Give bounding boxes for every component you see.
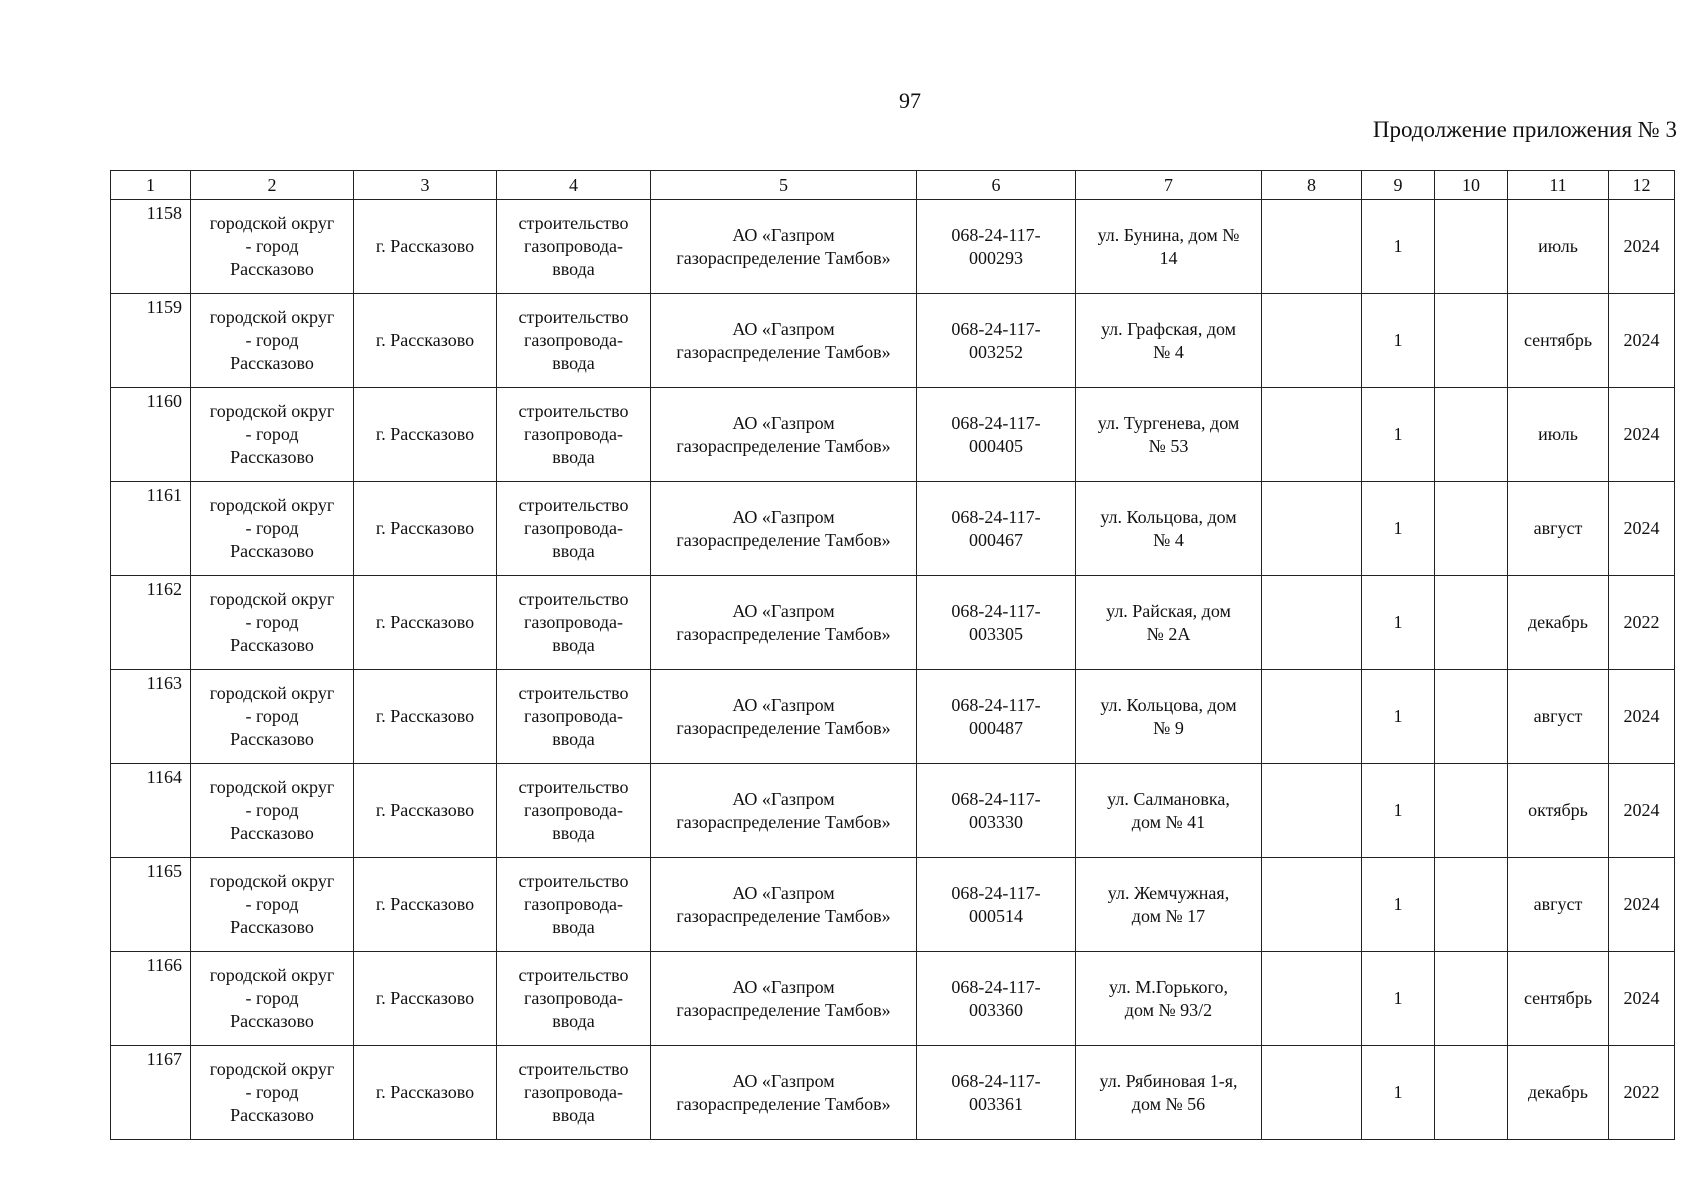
locality-cell: г. Рассказово xyxy=(354,1046,497,1140)
district-cell-line: городской округ xyxy=(209,213,335,233)
district-cell-line: городской округ xyxy=(209,307,335,327)
district-cell-line: - город xyxy=(245,988,299,1008)
object-code-cell-line: 003305 xyxy=(969,623,1023,644)
address-cell-line: ул. М.Горького, xyxy=(1109,976,1228,997)
year-cell: 2024 xyxy=(1609,294,1675,388)
column-8-cell xyxy=(1262,858,1362,952)
work-type-cell xyxy=(497,388,651,482)
object-code-cell-line: 068-24-117- xyxy=(951,788,1041,809)
address-cell xyxy=(1076,388,1262,482)
work-type-cell-line: ввода xyxy=(552,259,595,279)
work-type-cell-line: строительство xyxy=(518,401,629,421)
district-cell-line: Рассказово xyxy=(230,1105,314,1125)
work-type-cell xyxy=(497,670,651,764)
work-type-cell-line: газопровода- xyxy=(523,894,623,914)
address-cell-line: № 53 xyxy=(1148,435,1189,456)
column-10-cell xyxy=(1435,482,1508,576)
district-cell-line: Рассказово xyxy=(230,635,314,655)
column-header: 6 xyxy=(917,171,1076,200)
district-cell-line: городской округ xyxy=(209,1059,335,1079)
address-cell-line: дом № 17 xyxy=(1131,905,1206,926)
organization-cell-line: АО «Газпром xyxy=(732,600,835,621)
month-cell: сентябрь xyxy=(1508,952,1609,1046)
district-cell xyxy=(191,200,354,294)
address-cell xyxy=(1076,200,1262,294)
work-type-cell-line: газопровода- xyxy=(523,424,623,444)
work-type-cell-line: газопровода- xyxy=(523,1082,623,1102)
row-number: 1161 xyxy=(111,482,191,576)
organization-cell xyxy=(651,858,917,952)
organization-cell xyxy=(651,670,917,764)
district-cell-line: Рассказово xyxy=(230,447,314,467)
table-row xyxy=(111,294,1675,388)
organization-cell-line: газораспределение Тамбов» xyxy=(676,717,891,738)
count-cell: 1 xyxy=(1362,764,1435,858)
district-cell-line: городской округ xyxy=(209,965,335,985)
column-10-cell xyxy=(1435,294,1508,388)
column-10-cell xyxy=(1435,576,1508,670)
month-cell: июль xyxy=(1508,388,1609,482)
organization-cell-line: АО «Газпром xyxy=(732,224,835,245)
address-cell-line: № 9 xyxy=(1153,717,1184,738)
month-cell: сентябрь xyxy=(1508,294,1609,388)
row-number: 1165 xyxy=(111,858,191,952)
address-cell-line: ул. Кольцова, дом xyxy=(1100,694,1237,715)
object-code-cell-line: 003330 xyxy=(969,811,1023,832)
column-header: 10 xyxy=(1435,171,1508,200)
work-type-cell-line: газопровода- xyxy=(523,988,623,1008)
object-code-cell xyxy=(917,482,1076,576)
address-cell xyxy=(1076,952,1262,1046)
district-cell-line: Рассказово xyxy=(230,541,314,561)
count-cell: 1 xyxy=(1362,952,1435,1046)
month-cell: август xyxy=(1508,858,1609,952)
address-cell xyxy=(1076,764,1262,858)
work-type-cell-line: ввода xyxy=(552,729,595,749)
work-type-cell-line: строительство xyxy=(518,965,629,985)
month-cell: август xyxy=(1508,482,1609,576)
count-cell: 1 xyxy=(1362,1046,1435,1140)
work-type-cell xyxy=(497,764,651,858)
row-number: 1160 xyxy=(111,388,191,482)
district-cell xyxy=(191,482,354,576)
address-cell-line: дом № 41 xyxy=(1131,811,1206,832)
object-code-cell-line: 068-24-117- xyxy=(951,600,1041,621)
address-cell-line: ул. Графская, дом xyxy=(1100,318,1237,339)
district-cell-line: - город xyxy=(245,706,299,726)
address-cell xyxy=(1076,670,1262,764)
district-cell-line: городской округ xyxy=(209,401,335,421)
work-type-cell-line: ввода xyxy=(552,635,595,655)
year-cell: 2022 xyxy=(1609,1046,1675,1140)
page-number: 97 xyxy=(899,88,921,113)
column-header: 5 xyxy=(651,171,917,200)
year-cell: 2024 xyxy=(1609,764,1675,858)
address-cell xyxy=(1076,576,1262,670)
organization-cell-line: газораспределение Тамбов» xyxy=(676,811,891,832)
work-type-cell-line: строительство xyxy=(518,871,629,891)
district-cell-line: Рассказово xyxy=(230,729,314,749)
object-code-cell-line: 068-24-117- xyxy=(951,318,1041,339)
address-cell-line: дом № 56 xyxy=(1131,1093,1206,1114)
row-number: 1166 xyxy=(111,952,191,1046)
year-cell: 2024 xyxy=(1609,388,1675,482)
object-code-cell-line: 068-24-117- xyxy=(951,1070,1041,1091)
district-cell-line: - город xyxy=(245,894,299,914)
column-8-cell xyxy=(1262,670,1362,764)
column-header: 8 xyxy=(1262,171,1362,200)
address-cell xyxy=(1076,858,1262,952)
column-8-cell xyxy=(1262,1046,1362,1140)
column-10-cell xyxy=(1435,952,1508,1046)
month-cell: август xyxy=(1508,670,1609,764)
work-type-cell xyxy=(497,952,651,1046)
object-code-cell-line: 003360 xyxy=(969,999,1023,1020)
work-type-cell-line: ввода xyxy=(552,541,595,561)
work-type-cell-line: газопровода- xyxy=(523,330,623,350)
address-cell xyxy=(1076,1046,1262,1140)
organization-cell-line: АО «Газпром xyxy=(732,882,835,903)
object-code-cell-line: 068-24-117- xyxy=(951,224,1041,245)
district-cell-line: Рассказово xyxy=(230,823,314,843)
object-code-cell-line: 003361 xyxy=(969,1093,1023,1114)
organization-cell-line: АО «Газпром xyxy=(732,788,835,809)
district-cell xyxy=(191,294,354,388)
address-cell-line: № 2А xyxy=(1146,623,1191,644)
locality-cell: г. Рассказово xyxy=(354,764,497,858)
district-cell xyxy=(191,670,354,764)
month-cell: декабрь xyxy=(1508,1046,1609,1140)
address-cell-line: ул. Тургенева, дом xyxy=(1097,412,1240,433)
count-cell: 1 xyxy=(1362,200,1435,294)
locality-cell: г. Рассказово xyxy=(354,388,497,482)
locality-cell: г. Рассказово xyxy=(354,482,497,576)
header-row xyxy=(111,171,1675,200)
table-row xyxy=(111,670,1675,764)
address-cell xyxy=(1076,482,1262,576)
row-number: 1163 xyxy=(111,670,191,764)
work-type-cell xyxy=(497,482,651,576)
column-header: 12 xyxy=(1609,171,1675,200)
work-type-cell-line: строительство xyxy=(518,495,629,515)
address-cell-line: ул. Жемчужная, xyxy=(1107,882,1230,903)
address-cell-line: № 4 xyxy=(1153,341,1184,362)
locality-cell: г. Рассказово xyxy=(354,670,497,764)
organization-cell xyxy=(651,764,917,858)
work-type-cell-line: газопровода- xyxy=(523,612,623,632)
month-cell: июль xyxy=(1508,200,1609,294)
work-type-cell xyxy=(497,1046,651,1140)
district-cell-line: городской округ xyxy=(209,683,335,703)
month-cell: декабрь xyxy=(1508,576,1609,670)
work-type-cell-line: ввода xyxy=(552,1105,595,1125)
organization-cell xyxy=(651,576,917,670)
work-type-cell-line: газопровода- xyxy=(523,236,623,256)
count-cell: 1 xyxy=(1362,388,1435,482)
data-table xyxy=(110,170,1675,1140)
count-cell: 1 xyxy=(1362,576,1435,670)
column-8-cell xyxy=(1262,576,1362,670)
address-cell-line: 14 xyxy=(1159,247,1178,268)
organization-cell-line: АО «Газпром xyxy=(732,976,835,997)
object-code-cell-line: 068-24-117- xyxy=(951,694,1041,715)
work-type-cell-line: строительство xyxy=(518,683,629,703)
organization-cell xyxy=(651,1046,917,1140)
organization-cell-line: газораспределение Тамбов» xyxy=(676,623,891,644)
object-code-cell xyxy=(917,764,1076,858)
district-cell-line: - город xyxy=(245,236,299,256)
object-code-cell xyxy=(917,670,1076,764)
object-code-cell-line: 068-24-117- xyxy=(951,882,1041,903)
column-10-cell xyxy=(1435,764,1508,858)
object-code-cell xyxy=(917,576,1076,670)
work-type-cell xyxy=(497,858,651,952)
column-8-cell xyxy=(1262,764,1362,858)
column-10-cell xyxy=(1435,1046,1508,1140)
row-number: 1164 xyxy=(111,764,191,858)
work-type-cell-line: строительство xyxy=(518,777,629,797)
organization-cell-line: газораспределение Тамбов» xyxy=(676,905,891,926)
object-code-cell-line: 000487 xyxy=(969,717,1023,738)
object-code-cell-line: 000405 xyxy=(969,435,1023,456)
locality-cell: г. Рассказово xyxy=(354,294,497,388)
district-cell-line: городской округ xyxy=(209,495,335,515)
row-number: 1162 xyxy=(111,576,191,670)
table-row xyxy=(111,200,1675,294)
district-cell-line: - город xyxy=(245,518,299,538)
object-code-cell-line: 000467 xyxy=(969,529,1023,550)
district-cell-line: - город xyxy=(245,612,299,632)
locality-cell: г. Рассказово xyxy=(354,952,497,1046)
organization-cell-line: АО «Газпром xyxy=(732,1070,835,1091)
appendix-note: Продолжение приложения № 3 xyxy=(1372,117,1677,142)
year-cell: 2022 xyxy=(1609,576,1675,670)
table-row xyxy=(111,764,1675,858)
year-cell: 2024 xyxy=(1609,482,1675,576)
object-code-cell-line: 068-24-117- xyxy=(951,506,1041,527)
address-cell-line: ул. Салмановка, xyxy=(1107,788,1230,809)
organization-cell xyxy=(651,200,917,294)
object-code-cell-line: 068-24-117- xyxy=(951,412,1041,433)
table-row xyxy=(111,482,1675,576)
district-cell-line: городской округ xyxy=(209,589,335,609)
object-code-cell xyxy=(917,294,1076,388)
district-cell-line: Рассказово xyxy=(230,353,314,373)
object-code-cell xyxy=(917,1046,1076,1140)
row-number: 1167 xyxy=(111,1046,191,1140)
work-type-cell-line: газопровода- xyxy=(523,706,623,726)
work-type-cell xyxy=(497,576,651,670)
organization-cell-line: газораспределение Тамбов» xyxy=(676,341,891,362)
district-cell xyxy=(191,388,354,482)
district-cell-line: городской округ xyxy=(209,871,335,891)
year-cell: 2024 xyxy=(1609,200,1675,294)
district-cell-line: - город xyxy=(245,330,299,350)
object-code-cell-line: 000514 xyxy=(969,905,1023,926)
column-8-cell xyxy=(1262,952,1362,1046)
column-header: 4 xyxy=(497,171,651,200)
organization-cell xyxy=(651,294,917,388)
month-cell: октябрь xyxy=(1508,764,1609,858)
locality-cell: г. Рассказово xyxy=(354,576,497,670)
address-cell-line: ул. Кольцова, дом xyxy=(1100,506,1237,527)
column-8-cell xyxy=(1262,388,1362,482)
table-body xyxy=(111,200,1675,1140)
locality-cell: г. Рассказово xyxy=(354,858,497,952)
organization-cell-line: газораспределение Тамбов» xyxy=(676,435,891,456)
year-cell: 2024 xyxy=(1609,858,1675,952)
district-cell xyxy=(191,764,354,858)
address-cell-line: ул. Рябиновая 1-я, xyxy=(1099,1070,1238,1091)
object-code-cell xyxy=(917,200,1076,294)
district-cell-line: Рассказово xyxy=(230,1011,314,1031)
count-cell: 1 xyxy=(1362,482,1435,576)
year-cell: 2024 xyxy=(1609,670,1675,764)
row-number: 1158 xyxy=(111,200,191,294)
organization-cell-line: АО «Газпром xyxy=(732,318,835,339)
organization-cell-line: АО «Газпром xyxy=(732,694,835,715)
organization-cell-line: АО «Газпром xyxy=(732,412,835,433)
column-header: 3 xyxy=(354,171,497,200)
work-type-cell-line: ввода xyxy=(552,917,595,937)
table-row xyxy=(111,952,1675,1046)
address-cell-line: ул. Бунина, дом № xyxy=(1097,224,1240,245)
work-type-cell-line: ввода xyxy=(552,447,595,467)
district-cell-line: городской округ xyxy=(209,777,335,797)
organization-cell-line: газораспределение Тамбов» xyxy=(676,247,891,268)
organization-cell xyxy=(651,482,917,576)
district-cell xyxy=(191,1046,354,1140)
district-cell xyxy=(191,952,354,1046)
district-cell-line: Рассказово xyxy=(230,259,314,279)
object-code-cell-line: 000293 xyxy=(969,247,1023,268)
organization-cell-line: газораспределение Тамбов» xyxy=(676,999,891,1020)
organization-cell-line: газораспределение Тамбов» xyxy=(676,529,891,550)
district-cell-line: - город xyxy=(245,424,299,444)
district-cell xyxy=(191,858,354,952)
column-10-cell xyxy=(1435,200,1508,294)
column-10-cell xyxy=(1435,670,1508,764)
object-code-cell xyxy=(917,858,1076,952)
count-cell: 1 xyxy=(1362,858,1435,952)
district-cell-line: Рассказово xyxy=(230,917,314,937)
count-cell: 1 xyxy=(1362,670,1435,764)
column-header: 11 xyxy=(1508,171,1609,200)
work-type-cell-line: строительство xyxy=(518,589,629,609)
work-type-cell-line: строительство xyxy=(518,213,629,233)
table-row xyxy=(111,858,1675,952)
work-type-cell-line: ввода xyxy=(552,353,595,373)
object-code-cell xyxy=(917,952,1076,1046)
year-cell: 2024 xyxy=(1609,952,1675,1046)
district-cell-line: - город xyxy=(245,1082,299,1102)
work-type-cell-line: ввода xyxy=(552,823,595,843)
object-code-cell-line: 003252 xyxy=(969,341,1023,362)
locality-cell: г. Рассказово xyxy=(354,200,497,294)
column-header: 7 xyxy=(1076,171,1262,200)
address-cell-line: дом № 93/2 xyxy=(1124,999,1213,1020)
column-10-cell xyxy=(1435,858,1508,952)
column-header: 2 xyxy=(191,171,354,200)
organization-cell-line: АО «Газпром xyxy=(732,506,835,527)
work-type-cell-line: строительство xyxy=(518,1059,629,1079)
column-header: 9 xyxy=(1362,171,1435,200)
table-row xyxy=(111,1046,1675,1140)
organization-cell-line: газораспределение Тамбов» xyxy=(676,1093,891,1114)
table-row xyxy=(111,576,1675,670)
address-cell xyxy=(1076,294,1262,388)
work-type-cell-line: газопровода- xyxy=(523,518,623,538)
work-type-cell-line: газопровода- xyxy=(523,800,623,820)
work-type-cell-line: ввода xyxy=(552,1011,595,1031)
object-code-cell xyxy=(917,388,1076,482)
column-8-cell xyxy=(1262,200,1362,294)
address-cell-line: ул. Райская, дом xyxy=(1106,600,1231,621)
column-8-cell xyxy=(1262,294,1362,388)
organization-cell xyxy=(651,952,917,1046)
organization-cell xyxy=(651,388,917,482)
table-row xyxy=(111,388,1675,482)
count-cell: 1 xyxy=(1362,294,1435,388)
work-type-cell xyxy=(497,200,651,294)
district-cell xyxy=(191,576,354,670)
work-type-cell-line: строительство xyxy=(518,307,629,327)
column-10-cell xyxy=(1435,388,1508,482)
work-type-cell xyxy=(497,294,651,388)
address-cell-line: № 4 xyxy=(1153,529,1184,550)
district-cell-line: - город xyxy=(245,800,299,820)
column-header: 1 xyxy=(111,171,191,200)
column-8-cell xyxy=(1262,482,1362,576)
object-code-cell-line: 068-24-117- xyxy=(951,976,1041,997)
row-number: 1159 xyxy=(111,294,191,388)
